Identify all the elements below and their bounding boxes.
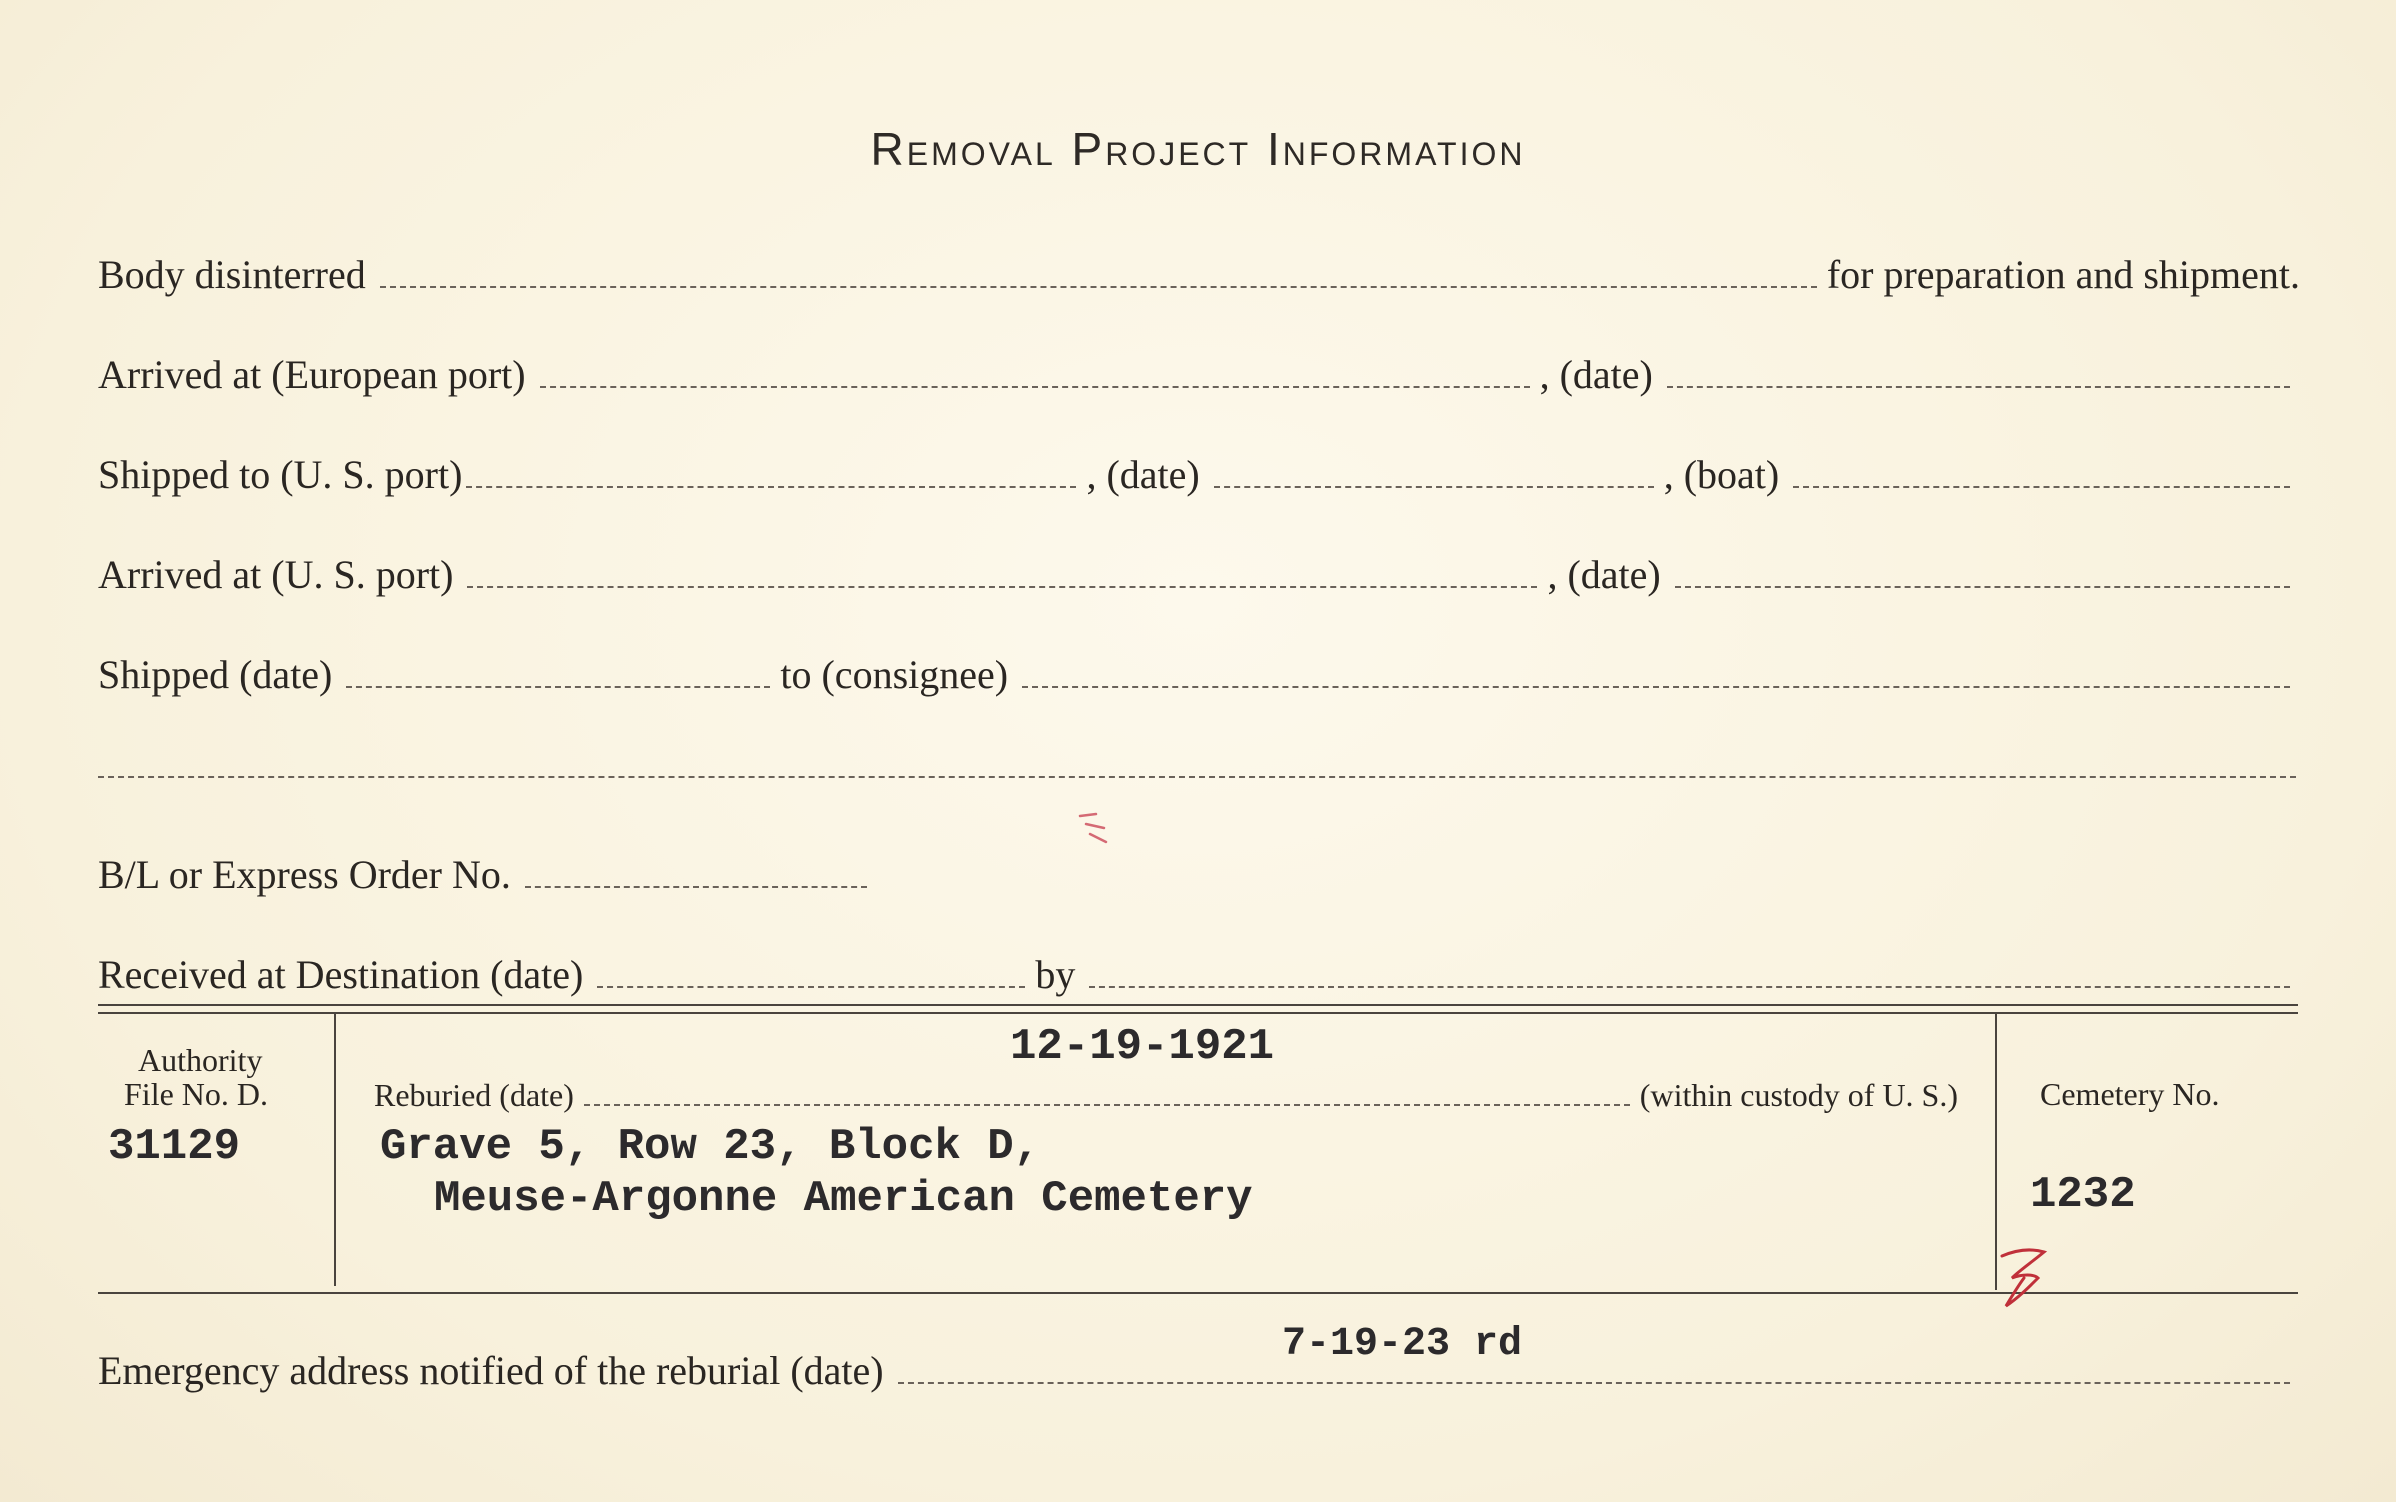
reburied-label: Reburied (date) [374, 1077, 574, 1113]
shipped-to-boat-blank [1793, 486, 2290, 488]
shipped-date-row [98, 638, 2300, 698]
notification-row [98, 1334, 2300, 1394]
to-consignee-blank [1022, 686, 2290, 688]
shipped-to-row [98, 438, 2300, 498]
body-disinterred-row [98, 238, 2300, 298]
bl-order-row [98, 838, 2300, 898]
bl-order-label: B/L or Express Order No. [98, 852, 511, 897]
shipped-to-date-label: , (date) [1086, 452, 1200, 497]
shipped-date-label: Shipped (date) [98, 652, 333, 697]
arrived-european-label: Arrived at (European port) [98, 352, 526, 397]
cemetery-no-label: Cemetery No. [2040, 1076, 2220, 1112]
bl-order-blank [525, 886, 867, 888]
cemetery-no-value: 1232 [2030, 1170, 2136, 1220]
shipped-to-boat-label: , (boat) [1663, 452, 1780, 497]
notification-blank [898, 1382, 2290, 1384]
arrived-us-date-label: , (date) [1547, 552, 1661, 597]
shipped-to-date-blank [1214, 486, 1654, 488]
notification-label: Emergency address notified of the reburial (date) [98, 1348, 884, 1393]
reburied-row [374, 1070, 1958, 1114]
body-disinterred-suffix: for preparation and shipment. [1826, 252, 2300, 297]
arrived-european-blank [540, 386, 1530, 388]
double-rule-bottom [98, 1012, 2298, 1014]
grave-location-line1: Grave 5, Row 23, Block D, [380, 1122, 1041, 1172]
arrived-us-date-blank [1675, 586, 2290, 588]
shipped-to-label: Shipped to (U. S. port) [98, 452, 463, 497]
arrived-european-date-blank [1667, 386, 2290, 388]
arrived-european-row [98, 338, 2300, 398]
to-consignee-label: to (consignee) [780, 652, 1009, 697]
received-by-label: by [1035, 952, 1076, 997]
authority-divider [334, 1014, 336, 1286]
body-disinterred-label: Body disinterred [98, 252, 366, 297]
double-rule-top [98, 1004, 2298, 1006]
reburied-blank [584, 1104, 1630, 1106]
shipped-date-blank [346, 686, 770, 688]
arrived-us-row [98, 538, 2300, 598]
notification-date-value: 7-19-23 rd [1282, 1322, 1523, 1367]
arrived-european-date-label: , (date) [1539, 352, 1653, 397]
shipped-to-blank [466, 486, 1076, 488]
authority-label-line1: Authority [138, 1042, 263, 1078]
reburial-bottom-rule [98, 1292, 2298, 1294]
reburied-date-value: 12-19-1921 [1010, 1022, 1275, 1072]
card-title: Removal Project Information [870, 123, 1526, 175]
grave-location-line2: Meuse-Argonne American Cemetery [434, 1174, 1253, 1224]
file-number: 31129 [108, 1122, 241, 1172]
received-date-blank [597, 986, 1025, 988]
authority-label-line2: File No. D. [124, 1076, 268, 1112]
received-label: Received at Destination (date) [98, 952, 584, 997]
received-by-blank [1089, 986, 2290, 988]
arrived-us-label: Arrived at (U. S. port) [98, 552, 454, 597]
red-speck-mark [1076, 810, 1110, 846]
received-row [98, 938, 2300, 998]
consignee-continuation-line [98, 776, 2296, 778]
arrived-us-blank [467, 586, 1537, 588]
custody-label: (within custody of U. S.) [1639, 1077, 1958, 1113]
pencil-check-mark [1994, 1240, 2054, 1310]
body-disinterred-blank [380, 286, 1817, 288]
